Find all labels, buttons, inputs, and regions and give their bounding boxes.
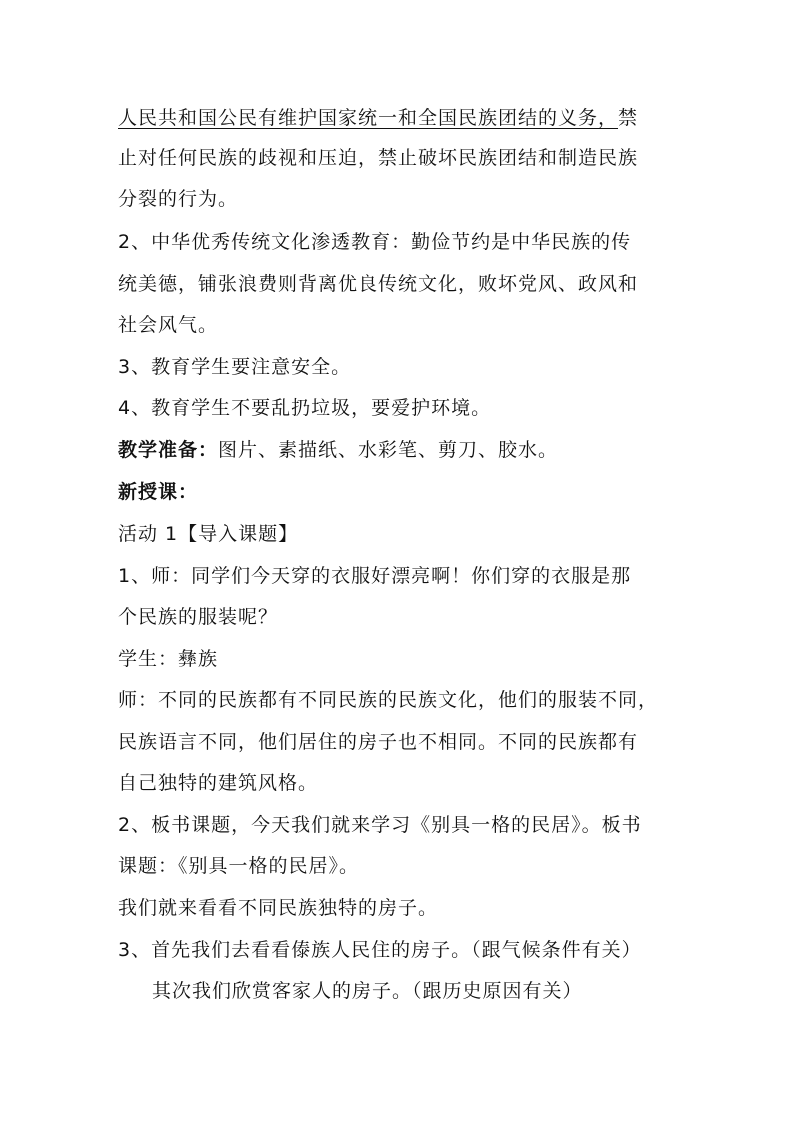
- teacher-line-2: 民族语言不同，他们居住的房子也不相同。不同的民族都有: [118, 731, 639, 753]
- item-4: 4、教育学生不要乱扔垃圾，要爱护环境。: [118, 397, 492, 419]
- law-line-3: 分裂的行为。: [118, 188, 239, 210]
- teacher-line-1: 师：不同的民族都有不同民族的民族文化，他们的服装不同，: [118, 689, 659, 711]
- item-2-line-2: 统美德，铺张浪费则背离优良传统文化，败坏党风、政风和: [118, 273, 639, 295]
- question-3-line-1: 3、首先我们去看看傣族人民住的房子。（跟气候条件有关）: [118, 939, 642, 961]
- law-underlined-text: 人民共和国公民有维护国家统一和全国民族团结的义务，: [118, 107, 619, 129]
- item-3: 3、教育学生要注意安全。: [118, 356, 352, 378]
- teaching-prep: [118, 438, 558, 462]
- question-1-line-1: 1、师：同学们今天穿的衣服好漂亮啊！你们穿的衣服是那: [118, 565, 632, 587]
- new-lesson-heading: 新授课：: [118, 481, 199, 503]
- law-line-2: 止对任何民族的歧视和压迫，禁止破坏民族团结和制造民族: [118, 147, 639, 169]
- law-line-1: [118, 106, 638, 130]
- question-3-line-2: 其次我们欣赏客家人的房子。（跟历史原因有关）: [152, 980, 583, 1002]
- question-2-line-2: 课题：《别具一格的民居》。: [118, 855, 360, 877]
- look-line: 我们就来看看不同民族独特的房子。: [118, 897, 439, 919]
- item-2-line-1: 2、中华优秀传统文化渗透教育：勤俭节约是中华民族的传: [118, 231, 632, 253]
- teacher-line-3: 自己独特的建筑风格。: [118, 772, 319, 794]
- question-1-line-2: 个民族的服装呢？: [118, 606, 279, 628]
- item-2-line-3: 社会风气。: [118, 314, 219, 336]
- student-answer: 学生：彝族: [118, 648, 219, 670]
- teaching-prep-text: 图片、素描纸、水彩笔、剪刀、胶水。: [218, 439, 559, 461]
- teaching-prep-label: 教学准备：: [118, 439, 219, 461]
- law-line-1-rest: 禁: [618, 107, 639, 129]
- activity-title: 活动 1【导入课题】: [118, 523, 299, 545]
- question-2-line-1: 2、板书课题，今天我们就来学习《别具一格的民居》。板书: [118, 814, 642, 836]
